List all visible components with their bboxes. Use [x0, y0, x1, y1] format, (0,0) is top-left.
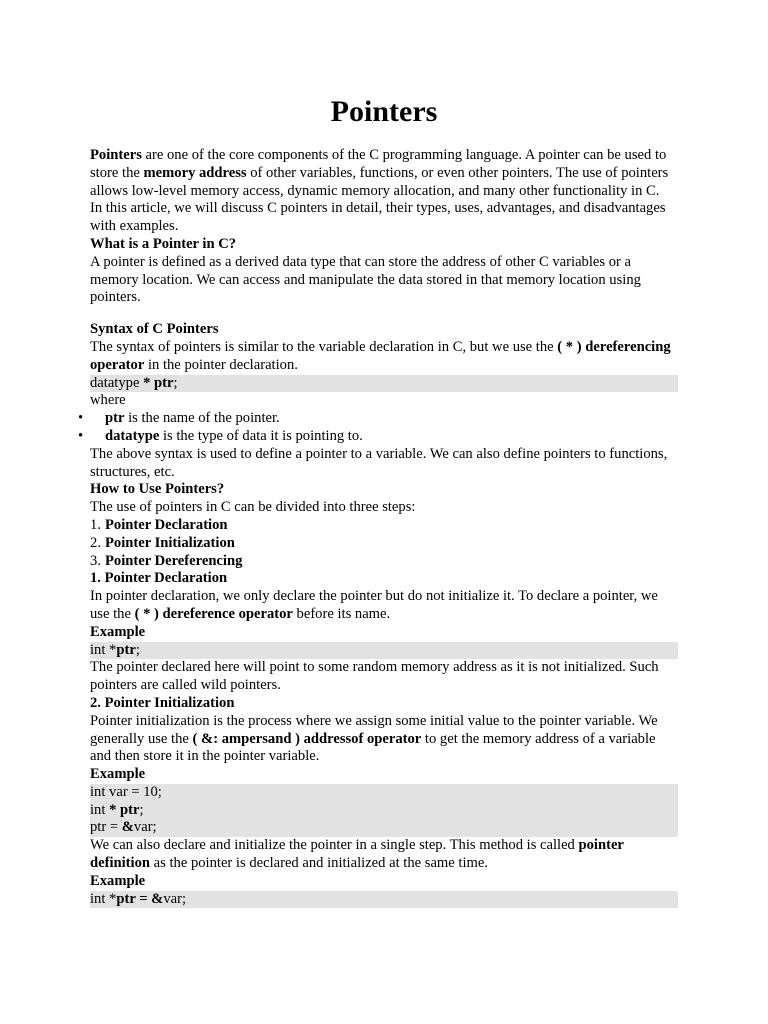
intro-term-memory-address: memory address — [143, 164, 247, 181]
code-block-definition: int *ptr = &var; — [90, 891, 678, 909]
howto-paragraph: The use of pointers in C can be divided into three steps: — [90, 499, 416, 516]
heading-declaration: 1. Pointer Declaration — [90, 570, 228, 587]
heading-what-is-pointer: What is a Pointer in C? — [90, 235, 237, 252]
code-block-initialization — [90, 784, 678, 837]
list-item: 1. Pointer Declaration — [90, 516, 228, 533]
heading-how-to-use: How to Use Pointers? — [90, 481, 225, 498]
code-block-declaration: int *ptr; — [90, 642, 678, 660]
what-paragraph: A pointer is defined as a derived data type that can store the address of other C variables or a memory location. We can access and manipulate the data stored in that memory location using pointers. — [90, 253, 641, 306]
list-item: • ptr is the name of the pointer. — [78, 410, 280, 427]
code-line: ptr = &var; — [90, 819, 157, 836]
intro-paragraph-2: In this article, we will discuss C pointers in detail, their types, uses, advantages, and disadvantages with examples. — [90, 200, 666, 235]
heading-initialization: 2. Pointer Initialization — [90, 694, 235, 711]
code-block-syntax: datatype * ptr; — [90, 375, 678, 393]
syntax-bullet-list — [78, 410, 678, 446]
intro-term-pointers: Pointers — [90, 147, 142, 163]
syntax-after-paragraph: The above syntax is used to define a pointer to a variable. We can also define pointers to functions, structures, etc. — [90, 445, 668, 480]
example-label: Example — [90, 623, 146, 640]
intro-paragraph: Pointers are one of the core components of the C programming language. A pointer can be used to store the memory address of other variables, functions, or even other pointers. The use of pointers allows low-level memory access, dynamic memory allocation, and many other functionality in C. — [90, 147, 669, 199]
example-label: Example — [90, 872, 146, 889]
list-item: 2. Pointer Initialization — [90, 534, 235, 551]
example-label: Example — [90, 766, 146, 783]
article-body — [78, 147, 678, 908]
initialization-paragraph: Pointer initialization is the process where we assign some initial value to the pointer variable. We generally use the ( &: ampersand ) addressof operator to get the memory address of a variable and then store it in the pointer variable. — [90, 712, 658, 765]
list-item: • datatype is the type of data it is pointing to. — [78, 427, 363, 444]
page-title: Pointers — [330, 95, 438, 128]
heading-syntax: Syntax of C Pointers — [90, 321, 219, 338]
definition-paragraph: We can also declare and initialize the pointer in a single step. This method is called pointer definition as the pointer is declared and initialized at the same time. — [90, 837, 624, 872]
code-line: int * ptr; — [90, 801, 144, 818]
list-item: 3. Pointer Dereferencing — [90, 552, 243, 569]
bullet-icon: • — [78, 427, 84, 444]
syntax-paragraph: The syntax of pointers is similar to the variable declaration in C, but we use the ( * ) dereferencing operator in the pointer declaration. — [90, 338, 671, 373]
declaration-paragraph: In pointer declaration, we only declare the pointer but do not initialize it. To declare a pointer, we use the ( * ) dereference operator before its name. — [90, 588, 658, 622]
declaration-after-paragraph: The pointer declared here will point to some random memory address as it is not initialized. Such pointers are called wild pointers. — [90, 659, 659, 694]
spacer — [90, 307, 678, 321]
steps-list — [90, 517, 678, 570]
where-label: where — [90, 392, 126, 409]
bullet-icon: • — [78, 410, 84, 427]
code-line: int var = 10; — [90, 783, 162, 800]
